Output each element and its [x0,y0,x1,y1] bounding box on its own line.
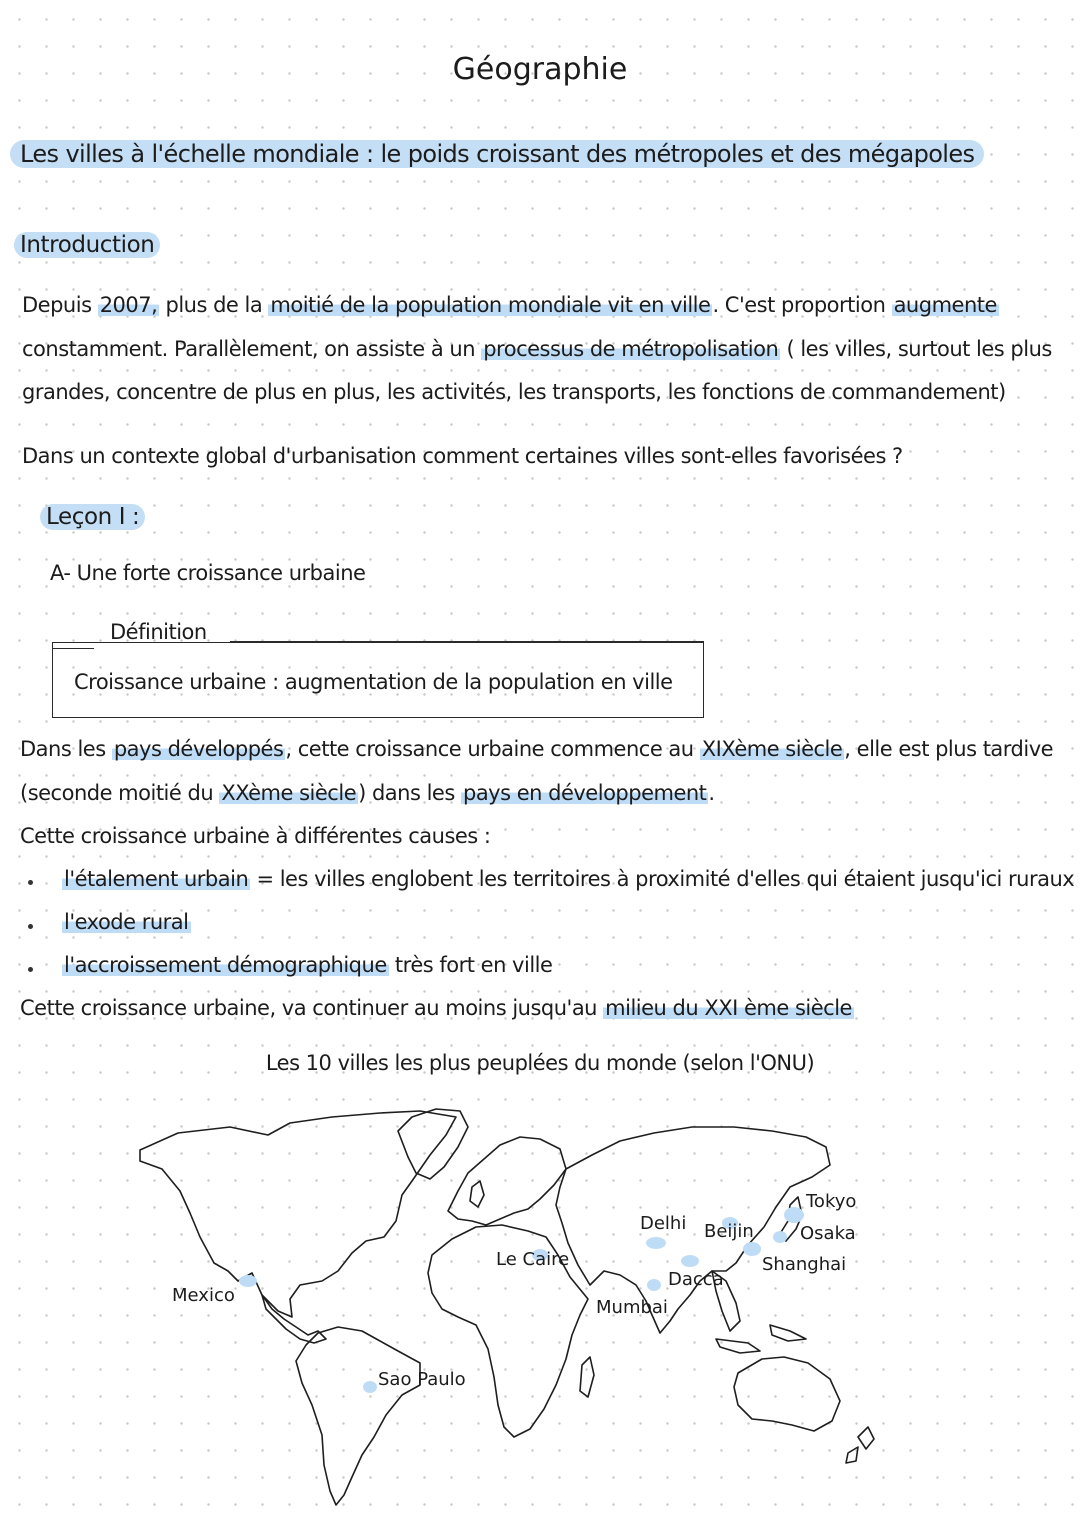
problematic-question: Dans un contexte global d'urbanisation comment certaines villes sont-elles favorisées ? [22,444,903,468]
city-label-dacca: Dacca [668,1269,724,1290]
introduction-heading [14,232,160,258]
cause-urban-sprawl [62,867,1074,891]
europe-outline [448,1137,566,1225]
city-marker [646,1237,666,1249]
lesson-paragraph-2 [20,781,715,805]
cause-demographic-growth [62,953,552,977]
lesson-text: ) dans les [358,781,461,805]
city-label-delhi: Delhi [640,1213,687,1234]
highlight-urban-sprawl: l'étalement urbain [64,867,249,891]
map-caption: Les 10 villes les plus peuplées du monde (selon l'ONU) [265,1051,815,1075]
intro-text: ( les villes, surtout les plus [780,337,1052,361]
city-marker [363,1381,377,1393]
intro-text: Depuis [22,293,98,317]
lesson-paragraph-1 [20,737,1053,761]
intro-text: constamment. Parallèlement, on assiste à un [22,337,482,361]
intro-line-1 [22,293,999,317]
lesson-text: , elle est plus tardive [844,737,1054,761]
lesson-text: Cette croissance urbaine, va continuer au moins jusqu'au [20,996,604,1020]
city-label-mexico: Mexico [172,1285,235,1306]
city-marker [239,1275,257,1287]
lesson-text: (seconde moitié du [20,781,220,805]
world-map-outlines [140,1109,874,1505]
lesson-heading-text: Leçon I : [40,504,145,530]
lesson-text: , cette croissance urbaine commence au [285,737,700,761]
introduction-heading-text: Introduction [14,232,160,258]
intro-line-2 [22,337,1052,361]
definition-text: Croissance urbaine : augmentation de la population en ville [74,670,673,694]
bullet-dot [28,880,33,885]
intro-text: . C'est proportion [712,293,892,317]
causes-intro: Cette croissance urbaine à différentes causes : [20,824,491,848]
new-zealand-outline [846,1427,874,1463]
intro-highlight-half: moitié de la population mondiale vit en ville [270,293,711,317]
highlight-developing-countries: pays en développement [462,781,707,805]
city-label-sao-paulo: Sao Paulo [378,1369,466,1390]
uk-outline [470,1181,484,1207]
city-label-tokyo: Tokyo [806,1191,857,1212]
section-a-heading: A- Une forte croissance urbaine [50,561,366,585]
cause-rural-exodus [62,910,191,934]
city-marker [743,1242,761,1256]
city-labels [172,1191,856,1390]
city-label-shanghai: Shanghai [762,1254,847,1275]
city-label-osaka: Osaka [800,1223,856,1244]
world-map [0,1095,1080,1515]
highlight-mid-21st-century: milieu du XXI ème siècle [605,996,852,1020]
intro-text: plus de la [159,293,269,317]
australia-outline [734,1357,840,1431]
lesson-text: . [708,781,715,805]
bullet-dot [28,967,33,972]
highlight-20th-century: XXème siècle [221,781,357,805]
highlight-developed-countries: pays développés [113,737,284,761]
chapter-title-text: Les villes à l'échelle mondiale : le poids croissant des métropoles et des mégapoles [10,140,984,168]
chapter-title [10,140,984,168]
city-label-beijin: Beijin [704,1221,754,1242]
city-marker [681,1255,699,1267]
highlight-19th-century: XIXème siècle [701,737,843,761]
city-marker [784,1207,804,1223]
intro-highlight-year: 2007, [99,293,158,317]
greenland-outline [398,1109,468,1179]
page-title: Géographie [452,52,628,87]
city-marker [647,1279,661,1291]
highlight-demographic-growth: l'accroissement démographique [64,953,387,977]
intro-line-3: grandes, concentre de plus en plus, les activités, les transports, les fonctions de commandement) [22,380,1006,404]
city-label-mumbai: Mumbai [596,1297,668,1318]
madagascar-outline [580,1357,594,1397]
intro-highlight-metropolisation: processus de métropolisation [483,337,779,361]
cause-text: très fort en ville [388,953,553,977]
definition-label: Définition [110,620,207,644]
bullet-dot [28,924,33,929]
highlight-rural-exodus: l'exode rural [64,910,189,934]
lesson-text: Dans les [20,737,112,761]
city-marker [773,1231,787,1243]
south-america-outline [296,1327,420,1505]
lesson-paragraph-4 [20,996,854,1020]
lesson-heading [40,504,145,530]
central-america-outline [262,1295,326,1343]
intro-highlight-increase: augmente [893,293,997,317]
cause-text: = les villes englobent les territoires à proximité d'elles qui étaient jusqu'ici ruraux [250,867,1075,891]
city-label-le-caire: Le Caire [496,1249,570,1270]
